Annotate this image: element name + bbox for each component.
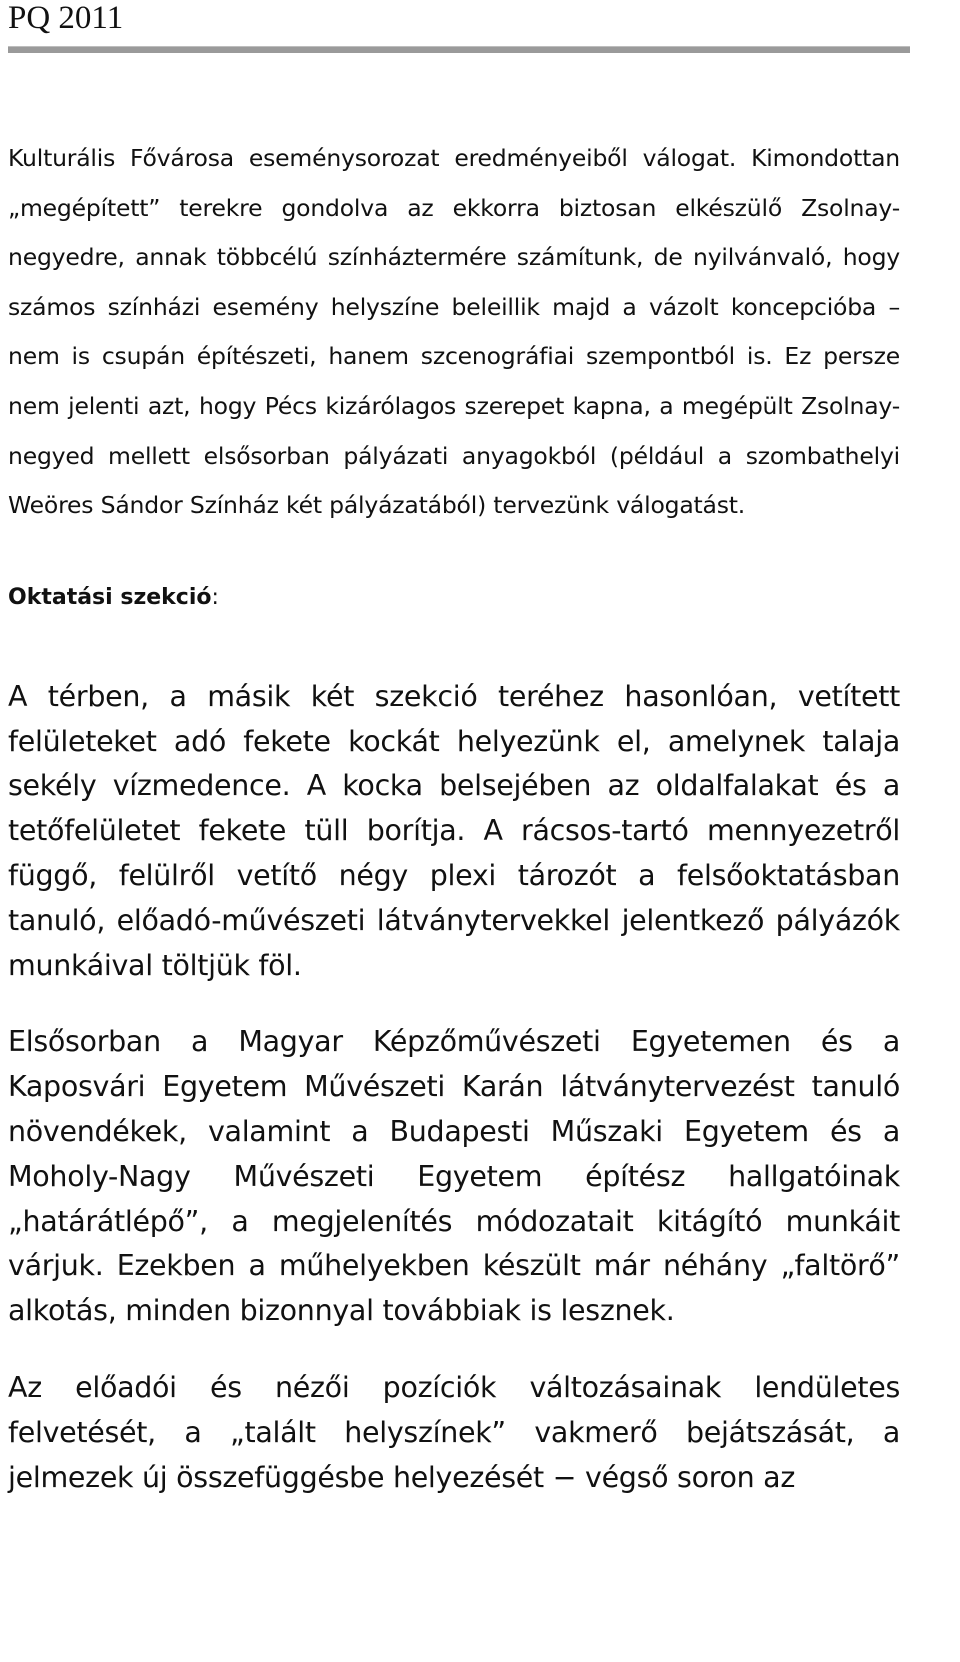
section-heading-text: Oktatási szekció xyxy=(8,584,212,610)
paragraph-intro: Kulturális Fővárosa eseménysorozat eredményeiből válogat. Kimondottan „megépített” terekre gondolva az ekkorra biztosan elkészülő Zsolnay-negyedre, annak többcélú színháztermére számítunk, de nyilvánvaló, hogy számos színházi esemény helyszíne beleillik majd a vázolt koncepcióba – nem is csupán építészeti, hanem szcenográfiai szempontból is. Ez persze nem jelenti azt, hogy Pécs kizárólagos szerepet kapna, a megépült Zsolnay-negyed mellett elsősorban pályázati anyagokból (például a szombathelyi Weöres Sándor Színház két pályázatából) tervezünk válogatást. xyxy=(8,144,900,520)
section-heading xyxy=(8,583,900,613)
page-title: PQ 2011 xyxy=(8,0,124,36)
paragraph-space-description: A térben, a másik két szekció teréhez hasonlóan, vetített felületeket adó fekete kockát helyezünk el, amelynek talaja sekély vízmedence. A kocka belsejében az oldalfalakat és a tetőfelületet fekete tüll borítja. A rácsos-tartó mennyezetről függő, felülről vetítő négy plexi tározót a felsőoktatásban tanuló, előadó-művészeti látványtervekkel jelentkező pályázók munkáival töltjük föl. xyxy=(8,679,900,982)
document-body xyxy=(8,134,900,1500)
page-header xyxy=(8,0,910,53)
header-divider xyxy=(8,46,910,53)
paragraph-positions: Az előadói és nézői pozíciók változásainak lendületes felvetését, a „talált helyszínek” vakmerő bejátszását, a jelmezek új összefüggésbe helyezését − végső soron az xyxy=(8,1370,900,1494)
paragraph-institutions: Elsősorban a Magyar Képzőművészeti Egyetemen és a Kaposvári Egyetem Művészeti Karán látványtervezést tanuló növendékek, valamint a Budapesti Műszaki Egyetem és a Moholy-Nagy Művészeti Egyetem építész hallgatóinak „határátlépő”, a megjelenítés módozatait kitágító munkáit várjuk. Ezekben a műhelyekben készült már néhány „faltörő” alkotás, minden bizonnyal továbbiak is lesznek. xyxy=(8,1025,900,1328)
section-heading-colon: : xyxy=(211,584,219,610)
